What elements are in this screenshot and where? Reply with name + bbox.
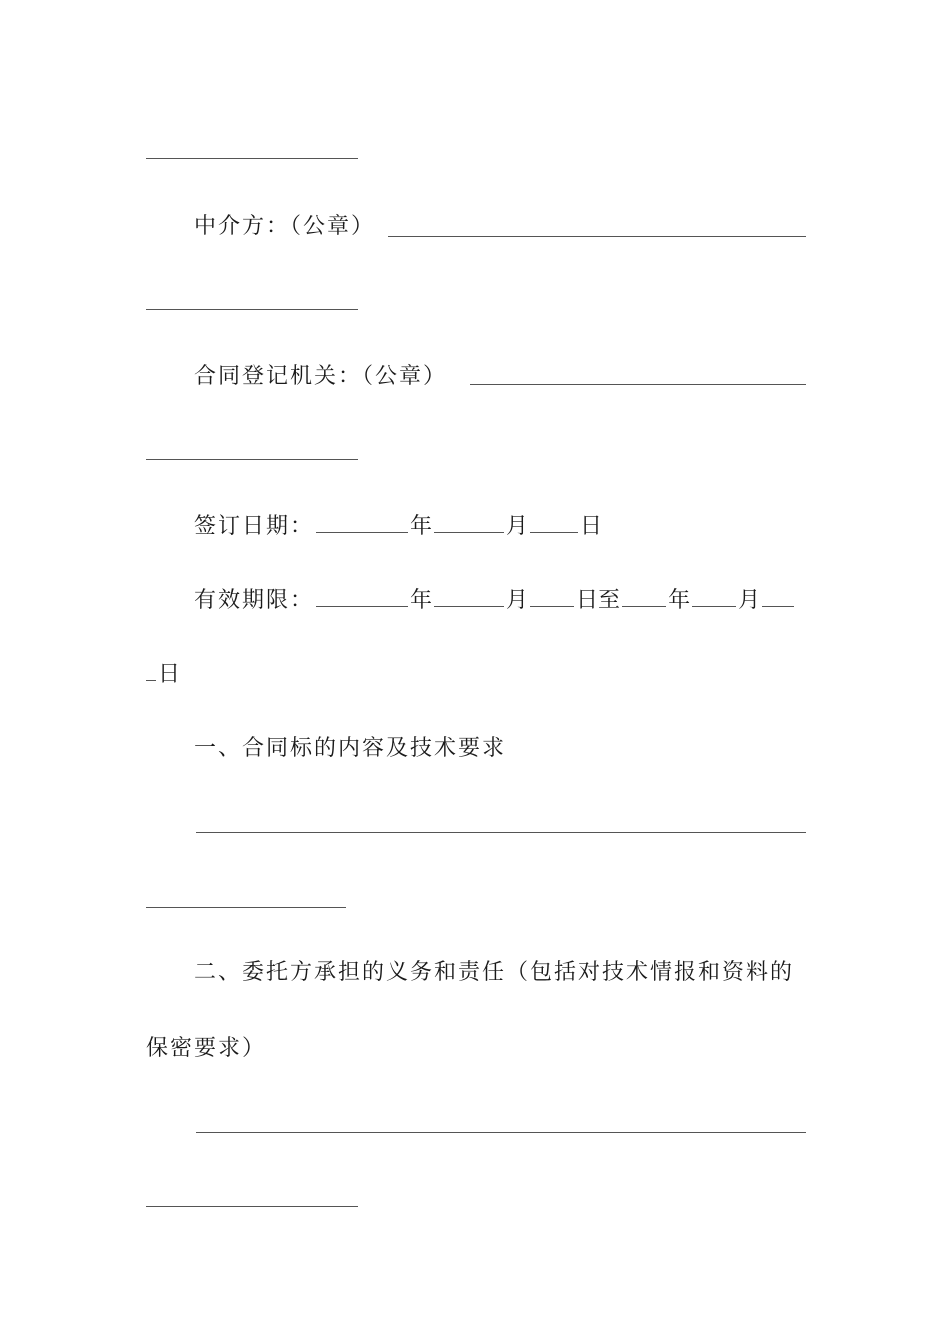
intermediary-label: 中介方：（公章）: [194, 214, 376, 239]
signing-date-label: 签订日期：: [194, 514, 315, 539]
start-day-label: 日至: [576, 588, 621, 613]
section-1-fill-line-continued[interactable]: [146, 907, 346, 908]
registration-row: [194, 360, 447, 394]
fill-line[interactable]: [146, 158, 358, 159]
intermediary-row: [194, 210, 375, 244]
end-day-blank-continued[interactable]: [146, 656, 156, 681]
end-year-blank[interactable]: [622, 582, 666, 607]
start-month-label: 月: [506, 588, 529, 613]
day-blank[interactable]: [530, 508, 578, 533]
end-month-label: 月: [738, 588, 761, 613]
section-1-fill-line[interactable]: [196, 832, 806, 833]
year-label: 年: [410, 514, 433, 539]
section-2-heading-row-continued: [146, 1032, 266, 1066]
validity-row-continued: [146, 656, 180, 690]
end-month-blank[interactable]: [692, 582, 736, 607]
validity-label: 有效期限：: [194, 588, 315, 613]
section-1-heading-row: [194, 732, 506, 766]
fill-line[interactable]: [146, 309, 358, 310]
fill-line[interactable]: [146, 459, 358, 460]
start-day-blank[interactable]: [530, 582, 574, 607]
registration-label: 合同登记机关：（公章）: [194, 364, 448, 389]
year-blank[interactable]: [316, 508, 408, 533]
registration-fill-line[interactable]: [470, 384, 806, 385]
section-1-heading: 一、合同标的内容及技术要求: [194, 736, 507, 761]
end-day-label: 日: [158, 662, 181, 687]
intermediary-fill-line[interactable]: [388, 236, 806, 237]
start-month-blank[interactable]: [434, 582, 504, 607]
end-day-blank[interactable]: [762, 582, 794, 607]
section-2-heading: 二、委托方承担的义务和责任（包括对技术情报和资料的: [194, 960, 795, 985]
month-label: 月: [506, 514, 529, 539]
signing-date-row: [194, 508, 602, 542]
start-year-blank[interactable]: [316, 582, 408, 607]
start-year-label: 年: [410, 588, 433, 613]
end-year-label: 年: [668, 588, 691, 613]
section-2-fill-line[interactable]: [196, 1132, 806, 1133]
section-2-heading-continued: 保密要求）: [146, 1036, 267, 1061]
day-label: 日: [580, 514, 603, 539]
validity-row: [194, 582, 796, 616]
section-2-heading-row: [194, 956, 794, 990]
section-2-fill-line-continued[interactable]: [146, 1206, 358, 1207]
month-blank[interactable]: [434, 508, 504, 533]
